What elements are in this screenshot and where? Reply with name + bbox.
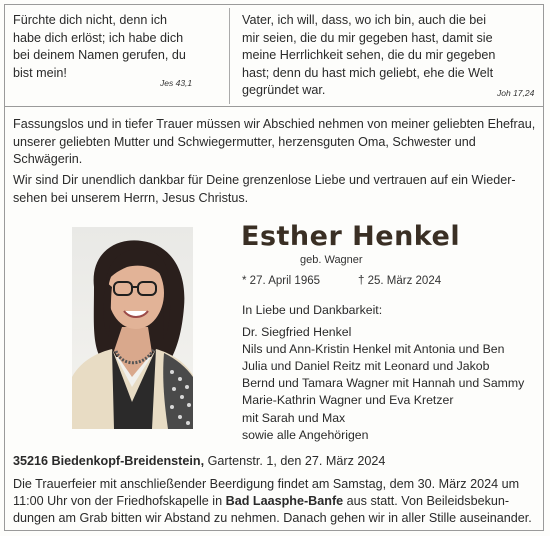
service-line	[13, 493, 543, 510]
verse-divider	[229, 8, 230, 104]
service-line2-end: aus statt. Von Beileidsbekun-	[343, 493, 510, 508]
deceased-name: Esther Henkel	[241, 221, 461, 252]
maiden-name: geb. Wagner	[300, 254, 363, 266]
birth-date: * 27. April 1965	[242, 275, 321, 287]
verse-left-line: Fürchte dich nicht, denn ich	[13, 13, 168, 27]
mourner-entry: mit Sarah und Max	[242, 410, 346, 425]
verse-left-line: habe dich erlöst; ich habe dich	[13, 30, 184, 45]
verse-right-line: Vater, ich will, dass, wo ich bin, auch die bei	[242, 13, 487, 27]
address-place: 35216 Biedenkopf-Breidenstein,	[13, 454, 205, 468]
mourner-entry: Nils und Ann-Kristin Henkel mit Antonia und Ben	[242, 342, 505, 357]
verse-right-line: hast; denn du hast mich geliebt, ehe die Welt	[242, 65, 494, 80]
mourners-intro: In Liebe und Dankbarkeit:	[242, 303, 383, 317]
mourner-entry: Dr. Siegfried Henkel	[242, 325, 352, 340]
farewell-paragraph	[13, 116, 539, 169]
service-line: dungen am Grab bitten wir Abstand zu nehmen. Danach gehen wir in aller Stille auseinander.	[13, 510, 532, 525]
verse-right-reference: Joh 17,24	[497, 88, 535, 98]
portrait-photo	[72, 227, 193, 429]
mourner-entry: Bernd und Tamara Wagner mit Hannah und Sammy	[242, 376, 525, 391]
gratitude-paragraph	[13, 172, 539, 207]
verse-right-line: gegründet war.	[242, 83, 326, 97]
gratitude-line: Wir sind Dir unendlich dankbar für Deine grenzenlose Liebe und vertrauen auf ein Wieder-	[13, 173, 516, 187]
verse-right	[242, 12, 495, 100]
service-line2-start: 11:00 Uhr von der Friedhofskapelle in	[13, 493, 226, 508]
mourners-list	[242, 302, 524, 444]
verse-left-line: bist mein!	[13, 65, 67, 80]
death-date: † 25. März 2024	[358, 275, 442, 287]
farewell-line: Fassungslos und in tiefer Trauer müssen wir Abschied nehmen von meiner geliebten Ehefrau,	[13, 117, 536, 131]
verse-left-reference: Jes 43,1	[160, 78, 193, 88]
top-divider	[4, 106, 544, 107]
verse-left-line: bei deinem Namen gerufen, du	[13, 48, 186, 62]
gratitude-line: sehen bei unserem Herrn, Jesus Christus.	[13, 190, 249, 205]
mourner-entry: Julia und Daniel Reitz mit Leonard und Jakob	[242, 359, 490, 374]
mourner-entry: Marie-Kathrin Wagner und Eva Kretzer	[242, 393, 454, 408]
mourner-entry: sowie alle Angehörigen	[242, 427, 369, 442]
address-line	[13, 454, 385, 468]
service-line: Die Trauerfeier mit anschließender Beerdigung findet am Samstag, dem 30. März 2024 um	[13, 477, 520, 491]
verse-left	[13, 12, 186, 82]
address-rest: Gartenstr. 1, den 27. März 2024	[204, 454, 386, 468]
verse-right-line: mir seien, die du mir gegeben hast, damit sie	[242, 30, 493, 45]
service-paragraph	[13, 476, 543, 527]
farewell-line: unserer geliebten Mutter und Schwiegermutter, herzensguten Oma, Schwester und	[13, 134, 476, 149]
verse-right-line: meine Herrlichkeit sehen, die du mir gegeben	[242, 48, 496, 62]
service-location: Bad Laasphe-Banfe	[225, 493, 344, 508]
farewell-line: Schwägerin.	[13, 152, 83, 167]
